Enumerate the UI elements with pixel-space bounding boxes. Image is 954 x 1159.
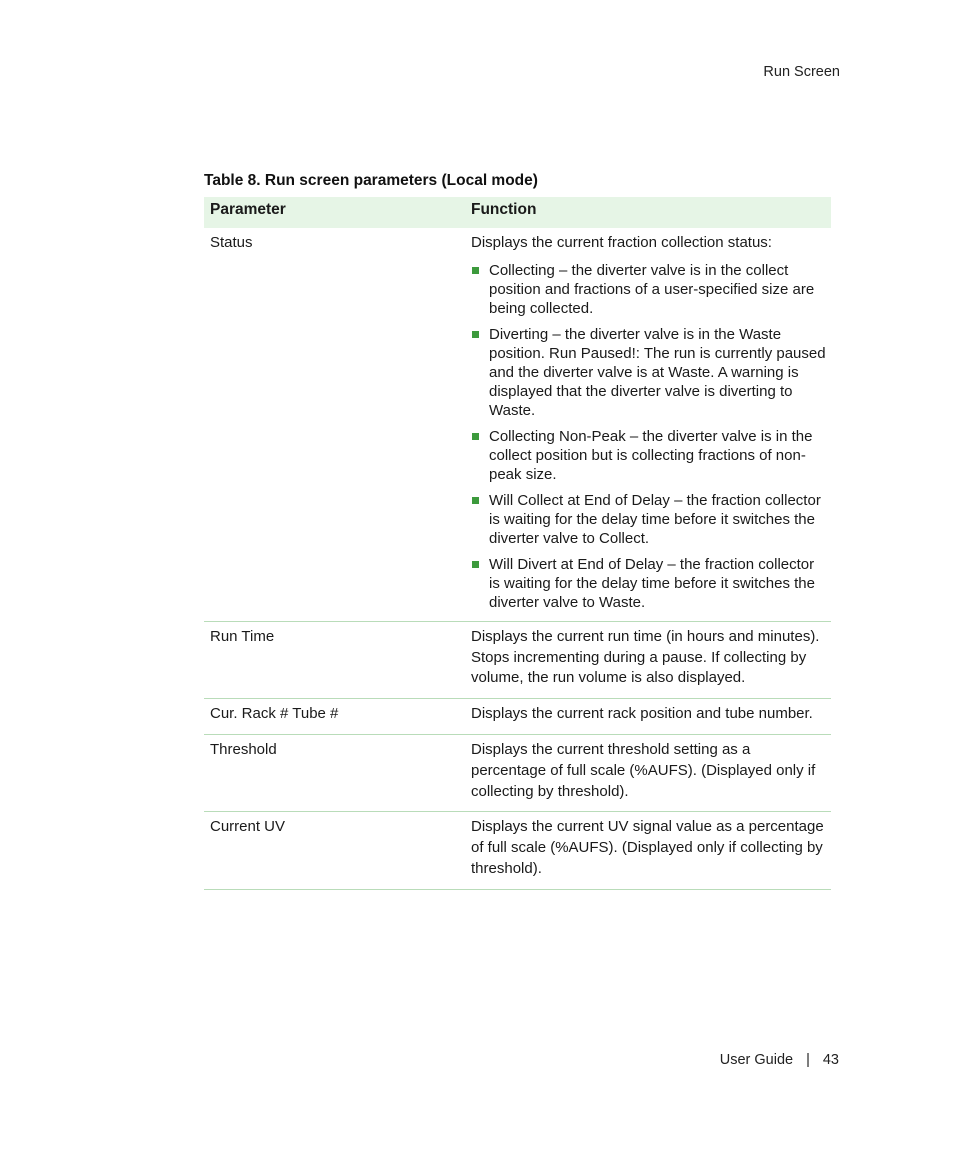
table-row xyxy=(204,734,831,811)
parameter-cell: Current UV xyxy=(204,812,466,889)
status-list xyxy=(471,261,827,612)
list-item-text: Collecting – the diverter valve is in the collect position and fractions of a user-specified size are being collected. xyxy=(489,261,815,317)
table-row xyxy=(204,699,831,735)
page-footer xyxy=(720,1052,839,1068)
footer-guide-title: User Guide xyxy=(719,1052,794,1068)
square-bullet-icon xyxy=(472,331,479,338)
page-number: 43 xyxy=(822,1052,839,1068)
function-cell: Displays the current rack position and tube number. xyxy=(466,699,831,735)
list-item xyxy=(471,325,827,420)
footer-separator: | xyxy=(806,1052,810,1068)
column-header-function: Function xyxy=(466,197,831,228)
function-cell: Displays the current run time (in hours and minutes). Stops incrementing during a pause. If collecting by volume, the run volume is also displayed. xyxy=(466,621,831,698)
function-cell: Displays the current UV signal value as a percentage of full scale (%AUFS). (Displayed only if collecting by threshold). xyxy=(466,812,831,889)
square-bullet-icon xyxy=(472,561,479,568)
square-bullet-icon xyxy=(472,497,479,504)
list-item-text: Will Collect at End of Delay – the fraction collector is waiting for the delay time before it switches the diverter valve to Collect. xyxy=(489,491,821,547)
function-text: Displays the current fraction collection status: xyxy=(471,234,772,251)
parameter-cell: Run Time xyxy=(204,621,466,698)
running-head: Run Screen xyxy=(763,64,840,80)
list-item xyxy=(471,491,827,548)
list-item-text: Collecting Non-Peak – the diverter valve is in the collect position but is collecting fractions of non-peak size. xyxy=(489,427,813,483)
parameters-table xyxy=(204,197,831,890)
function-cell: Displays the current threshold setting as a percentage of full scale (%AUFS). (Displayed only if collecting by threshold). xyxy=(466,734,831,811)
parameter-cell: Threshold xyxy=(204,734,466,811)
list-item-text: Diverting – the diverter valve is in the Waste position. Run Paused!: The run is currently paused and the diverter valve is at Waste. A warning is displayed that the diverter valve is diverting to Waste. xyxy=(489,325,826,419)
column-header-parameter: Parameter xyxy=(204,197,466,228)
square-bullet-icon xyxy=(472,267,479,274)
list-item xyxy=(471,427,827,484)
table-row xyxy=(204,812,831,889)
table-caption: Table 8. Run screen parameters (Local mode) xyxy=(204,172,538,189)
function-cell xyxy=(466,228,831,621)
parameter-cell: Status xyxy=(204,228,466,621)
list-item xyxy=(471,261,827,318)
square-bullet-icon xyxy=(472,433,479,440)
table-header-row xyxy=(204,197,831,228)
list-item-text: Will Divert at End of Delay – the fraction collector is waiting for the delay time before it switches the diverter valve to Waste. xyxy=(489,555,815,611)
table-row xyxy=(204,228,831,621)
table-row xyxy=(204,621,831,698)
parameter-cell: Cur. Rack # Tube # xyxy=(204,699,466,735)
list-item xyxy=(471,555,827,612)
